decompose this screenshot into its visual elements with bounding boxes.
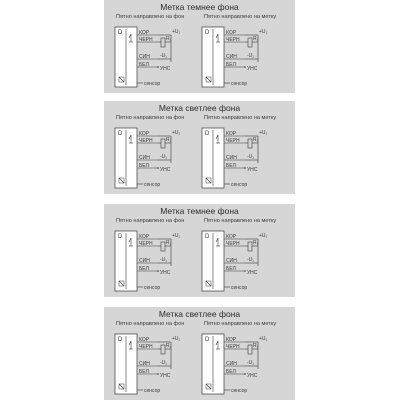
block-label: D: [205, 30, 210, 36]
junction-dot: [157, 66, 159, 68]
resistor-icon: [248, 38, 252, 47]
wiring-diagram: [113, 333, 185, 395]
wire-label: СИН: [139, 54, 150, 60]
wire-label: БЕЛ: [139, 62, 149, 68]
wire-label: КОР: [226, 337, 237, 343]
wire-label: БЕЛ: [226, 266, 236, 272]
wire-label: ЧЕРН: [226, 37, 240, 43]
supply-minus-label: -U₁: [247, 154, 254, 160]
ext-label: УНС: [160, 167, 171, 173]
wiring-diagram: [113, 26, 185, 88]
supply-plus-label: +U₁: [259, 29, 268, 35]
supply-plus-label: +U₁: [259, 233, 268, 239]
ext-label: УНС: [247, 270, 258, 276]
supply-plus-label: +U₁: [172, 233, 181, 239]
supply-plus-label: +U₁: [259, 336, 268, 342]
supply-minus-label: -U₁: [247, 53, 254, 59]
supply-plus-label: +U₁: [259, 130, 268, 136]
wire-label: БЕЛ: [139, 266, 149, 272]
resistor-icon: [161, 242, 165, 251]
junction-dot: [244, 270, 246, 272]
sensor-label: сенсор: [144, 285, 161, 291]
right-diagram: [200, 230, 272, 292]
wire-label: БЕЛ: [139, 163, 149, 169]
junction-dot: [244, 373, 246, 375]
junction-dot: [157, 373, 159, 375]
diagram-panel: [104, 0, 295, 93]
wire-label: БЕЛ: [226, 163, 236, 169]
supply-plus-label: +U₁: [172, 336, 181, 342]
block-label: D: [118, 234, 123, 240]
resistor-label: R₁: [253, 240, 259, 246]
wiring-diagram: [200, 230, 272, 292]
wire-label: БЕЛ: [226, 369, 236, 375]
sensor-label: сенсор: [231, 81, 248, 87]
wire-label: БЕЛ: [226, 62, 236, 68]
ext-label: УНС: [160, 270, 171, 276]
wire-label: СИН: [226, 258, 237, 264]
junction-dot: [244, 167, 246, 169]
supply-plus-label: +U₁: [172, 130, 181, 136]
resistor-icon: [248, 139, 252, 148]
supply-minus-label: -U₁: [247, 360, 254, 366]
resistor-icon: [161, 139, 165, 148]
resistor-label: R₁: [253, 36, 259, 42]
wire-label: ЧЕРН: [226, 138, 240, 144]
ext-label: УНС: [160, 66, 171, 72]
junction-dot: [244, 66, 246, 68]
diagram-panel: [104, 204, 295, 297]
block-label: D: [205, 337, 210, 343]
wiring-diagram: [200, 127, 272, 189]
sensor-label: сенсор: [144, 81, 161, 87]
wire-label: ЧЕРН: [139, 37, 153, 43]
left-diagram: [113, 127, 185, 189]
wire-label: ЧЕРН: [226, 344, 240, 350]
sensor-label: сенсор: [231, 388, 248, 394]
ext-label: УНС: [247, 373, 258, 379]
diagram-panel: [104, 307, 295, 400]
wire-label: ЧЕРН: [139, 344, 153, 350]
wire-label: КОР: [226, 30, 237, 36]
resistor-icon: [248, 345, 252, 354]
right-diagram: [200, 26, 272, 88]
block-label: D: [205, 234, 210, 240]
right-subtitle: Пятно направлено на метку: [204, 14, 277, 20]
wiring-diagram: [200, 333, 272, 395]
resistor-icon: [248, 242, 252, 251]
wiring-diagram: [113, 230, 185, 292]
panel-title: Метка темнее фона: [160, 2, 239, 12]
resistor-label: R₁: [166, 343, 172, 349]
supply-minus-label: -U₁: [160, 360, 167, 366]
wire-label: ЧЕРН: [226, 241, 240, 247]
wire-label: СИН: [226, 155, 237, 161]
left-subtitle: Пятно направлено на фон: [116, 14, 185, 20]
wiring-diagram: [200, 26, 272, 88]
wire-label: КОР: [139, 131, 150, 137]
right-subtitle: Пятно направлено на метку: [204, 321, 277, 327]
wire-label: СИН: [139, 361, 150, 367]
block-label: D: [118, 337, 123, 343]
wire-label: СИН: [139, 258, 150, 264]
wire-label: КОР: [139, 234, 150, 240]
right-subtitle: Пятно направлено на метку: [204, 115, 277, 121]
diagram-panel: [104, 101, 295, 194]
wire-label: СИН: [139, 155, 150, 161]
supply-minus-label: -U₁: [160, 53, 167, 59]
junction-dot: [157, 167, 159, 169]
panel-title: Метка темнее фона: [160, 206, 239, 216]
right-diagram: [200, 333, 272, 395]
block-label: D: [118, 30, 123, 36]
resistor-icon: [161, 38, 165, 47]
left-subtitle: Пятно направлено на фон: [116, 321, 185, 327]
wire-label: СИН: [226, 361, 237, 367]
block-label: D: [118, 131, 123, 137]
left-subtitle: Пятно направлено на фон: [116, 115, 185, 121]
sensor-label: сенсор: [231, 285, 248, 291]
supply-plus-label: +U₁: [172, 29, 181, 35]
supply-minus-label: -U₁: [160, 257, 167, 263]
right-diagram: [200, 127, 272, 189]
wire-label: КОР: [139, 30, 150, 36]
supply-minus-label: -U₁: [160, 154, 167, 160]
wire-label: СИН: [226, 54, 237, 60]
left-diagram: [113, 26, 185, 88]
ext-label: УНС: [247, 167, 258, 173]
left-diagram: [113, 333, 185, 395]
wire-label: ЧЕРН: [139, 241, 153, 247]
supply-minus-label: -U₁: [247, 257, 254, 263]
wire-label: БЕЛ: [139, 369, 149, 375]
panel-title: Метка светлее фона: [158, 309, 241, 319]
resistor-label: R₁: [166, 137, 172, 143]
junction-dot: [157, 270, 159, 272]
wiring-diagram: [113, 127, 185, 189]
wire-label: КОР: [226, 131, 237, 137]
resistor-icon: [161, 345, 165, 354]
wire-label: КОР: [226, 234, 237, 240]
resistor-label: R₁: [166, 36, 172, 42]
left-diagram: [113, 230, 185, 292]
resistor-label: R₁: [253, 343, 259, 349]
panel-title: Метка светлее фона: [158, 103, 241, 113]
left-subtitle: Пятно направлено на фон: [116, 218, 185, 224]
ext-label: УНС: [247, 66, 258, 72]
resistor-label: R₁: [253, 137, 259, 143]
right-subtitle: Пятно направлено на метку: [204, 218, 277, 224]
wire-label: ЧЕРН: [139, 138, 153, 144]
sensor-label: сенсор: [144, 182, 161, 188]
sensor-label: сенсор: [144, 388, 161, 394]
resistor-label: R₁: [166, 240, 172, 246]
ext-label: УНС: [160, 373, 171, 379]
sensor-label: сенсор: [231, 182, 248, 188]
block-label: D: [205, 131, 210, 137]
wire-label: КОР: [139, 337, 150, 343]
